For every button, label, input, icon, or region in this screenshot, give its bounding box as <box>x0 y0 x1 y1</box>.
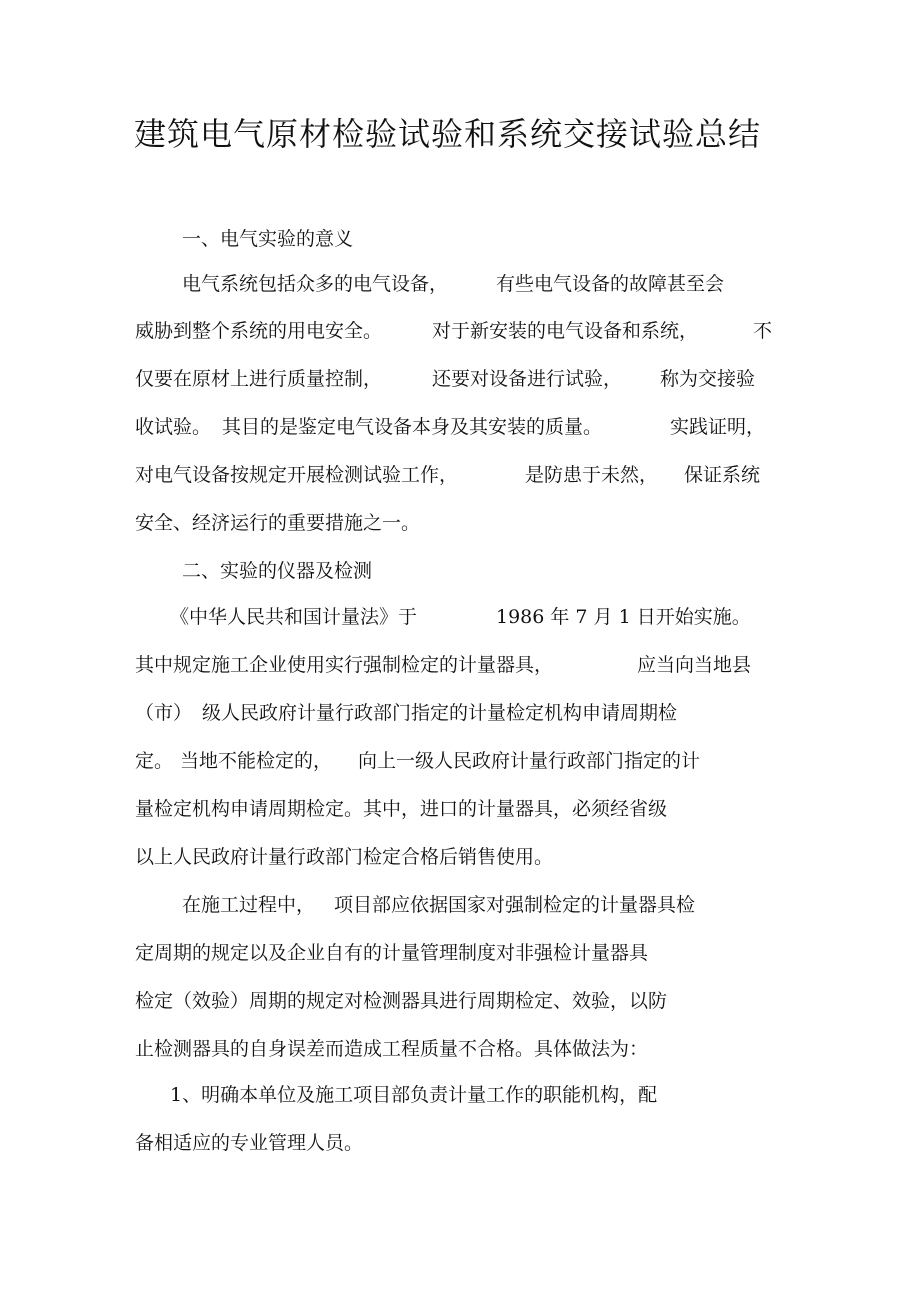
text-segment: 量检定机构申请周期检定。其中，进口的计量器具，必须经省级 <box>135 798 668 820</box>
text-segment: 不 <box>753 320 773 342</box>
text-segment: 定周期的规定以及企业自有的计量管理制度对非强检计量器具 <box>135 942 649 964</box>
text-segment: 止检测器具的自身误差而造成工程质量不合格。具体做法为： <box>135 1038 649 1060</box>
text-segment: 还要对设备进行试验， <box>432 368 623 390</box>
text-segment: 其中规定施工企业使用实行强制检定的计量器具， <box>135 654 554 676</box>
text-segment: 向上一级人民政府计量行政部门指定的计 <box>358 750 701 772</box>
text-segment: 对于新安装的电气设备和系统， <box>432 320 699 342</box>
text-segment: 级人民政府计量行政部门指定的计量检定机构申请周期检 <box>202 702 678 724</box>
text-segment: 电气系统包括众多的电气设备， <box>182 273 449 295</box>
text-segment: 1、明确本单位及施工项目部负责计量工作的职能机构，配 <box>170 1084 658 1106</box>
text-segment: 二、实验的仪器及检测 <box>182 560 373 582</box>
text-segment: （市） <box>135 702 193 724</box>
text-segment: 1986 年 7 月 1 日开始实施。 <box>496 606 751 628</box>
text-segment: 《中华人民共和国计量法》于 <box>170 606 418 628</box>
text-segment: 收试验。 <box>135 416 212 438</box>
text-segment: 当地不能检定的， <box>180 750 333 772</box>
text-segment: 对电气设备按规定开展检测试验工作， <box>135 464 459 486</box>
text-segment: 在施工过程中， <box>182 894 316 916</box>
text-segment: 安全、经济运行的重要措施之一。 <box>135 512 421 534</box>
text-segment: 是防患于未然， <box>525 464 659 486</box>
text-segment: 一、电气实验的意义 <box>182 228 354 250</box>
text-segment: 实践证明， <box>670 416 766 438</box>
text-segment: 项目部应依据国家对强制检定的计量器具检 <box>334 894 696 916</box>
text-segment: 应当向当地县 <box>637 654 752 676</box>
text-segment: 备相适应的专业管理人员。 <box>135 1132 364 1154</box>
text-segment: 仅要在原材上进行质量控制， <box>135 368 383 390</box>
text-segment: 定。 <box>135 750 174 772</box>
text-segment: 其目的是鉴定电气设备本身及其安装的质量。 <box>222 416 603 438</box>
text-segment: 保证系统 <box>684 464 761 486</box>
text-segment: 称为交接验 <box>660 368 756 390</box>
document-title: 建筑电气原材检验试验和系统交接试验总结 <box>134 115 762 153</box>
text-segment: 有些电气设备的故障甚至会 <box>496 273 725 295</box>
text-segment: 检定（效验）周期的规定对检测器具进行周期检定、效验，以防 <box>135 990 668 1012</box>
text-segment: 威胁到整个系统的用电安全。 <box>135 320 383 342</box>
text-segment: 以上人民政府计量行政部门检定合格后销售使用。 <box>135 846 554 868</box>
